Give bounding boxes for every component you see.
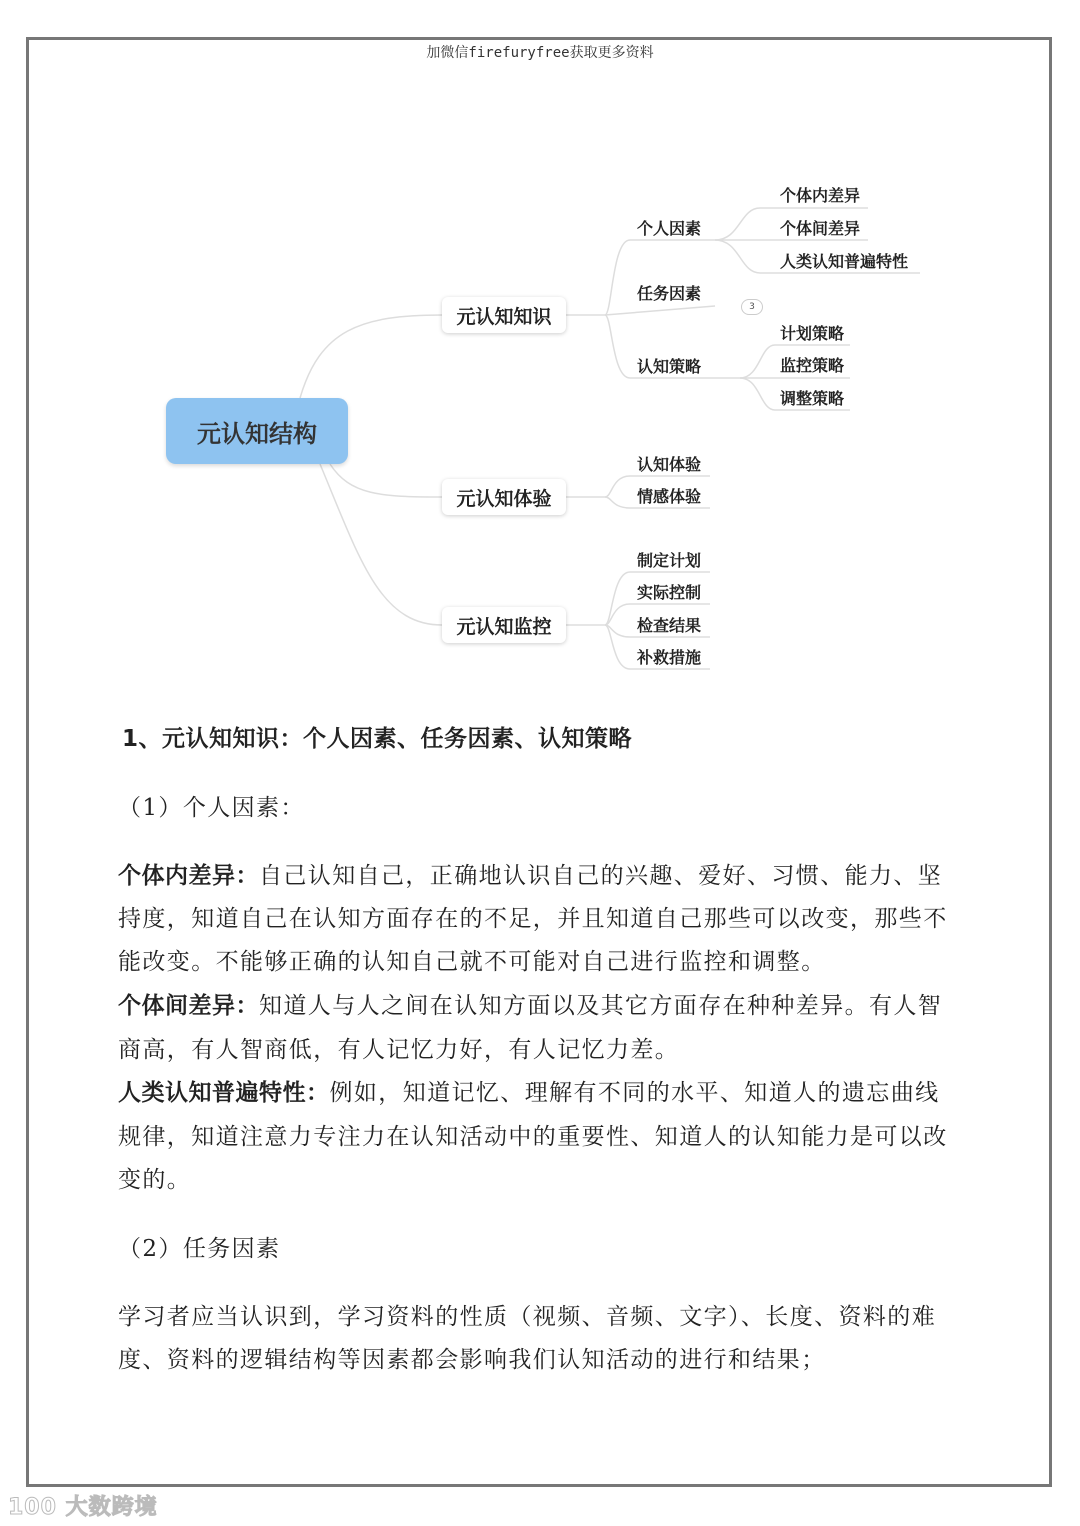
paragraph-line: 商高，有人智商低，有人记忆力好，有人记忆力差。 <box>118 1037 680 1063</box>
node-emotional-experience: 情感体验 <box>637 487 702 506</box>
node-metacognitive-experience: 元认知体验 <box>442 479 566 515</box>
node-metacognitive-monitoring: 元认知监控 <box>442 607 566 643</box>
node-planning-strategy: 计划策略 <box>780 324 845 343</box>
mind-map <box>0 0 1080 700</box>
node-remedial-measures: 补救措施 <box>637 648 702 667</box>
node-cognitive-experience: 认知体验 <box>637 455 702 474</box>
subheading-task: （2）任务因素 <box>118 1236 281 1262</box>
paragraph-line: 个体间差异：知道人与人之间在认知方面以及其它方面存在种种差异。有人智 <box>118 993 943 1019</box>
paragraph-line: 度、资料的逻辑结构等因素都会影响我们认知活动的进行和结果； <box>118 1347 826 1373</box>
node-universal-traits: 人类认知普遍特性 <box>780 252 909 271</box>
term-label: 个体内差异： <box>118 863 259 889</box>
node-actual-control: 实际控制 <box>637 583 702 602</box>
root-node: 元认知结构 <box>166 398 348 464</box>
collapsed-count-badge[interactable]: 3 <box>741 299 763 315</box>
paragraph-line: 规律，知道注意力专注力在认知活动中的重要性、知道人的认知能力是可以改 <box>118 1124 948 1150</box>
node-inter-individual: 个体间差异 <box>780 219 861 238</box>
node-adjusting-strategy: 调整策略 <box>780 389 845 408</box>
paragraph-line: 人类认知普遍特性：例如，知道记忆、理解有不同的水平、知道人的遗忘曲线 <box>118 1080 940 1106</box>
section-heading: 1、元认知知识：个人因素、任务因素、认知策略 <box>122 726 633 752</box>
node-metacognitive-knowledge: 元认知知识 <box>442 297 566 333</box>
node-check-results: 检查结果 <box>637 616 702 635</box>
node-make-plan: 制定计划 <box>637 551 702 570</box>
header-watermark: 加微信firefuryfree获取更多资料 <box>426 45 654 61</box>
node-cognitive-strategies: 认知策略 <box>637 357 702 376</box>
mind-map-connectors <box>0 0 1080 700</box>
paragraph-line: 学习者应当认识到，学习资料的性质（视频、音频、文字）、长度、资料的难 <box>118 1304 937 1330</box>
node-intra-individual: 个体内差异 <box>780 186 861 205</box>
paragraph-line: 能改变。不能够正确的认知自己就不可能对自己进行监控和调整。 <box>118 949 826 975</box>
paragraph-line: 个体内差异：自己认知自己，正确地认识自己的兴趣、爱好、习惯、能力、坚 <box>118 863 943 889</box>
node-personal-factors: 个人因素 <box>637 219 702 238</box>
subheading-personal: （1）个人因素： <box>118 795 305 821</box>
term-label: 个体间差异： <box>118 993 259 1019</box>
paragraph-line: 变的。 <box>118 1167 192 1193</box>
node-task-factors: 任务因素 <box>637 284 702 303</box>
footer-logo: 100 大数跨境 <box>8 1495 158 1520</box>
node-monitoring-strategy: 监控策略 <box>780 356 845 375</box>
term-label: 人类认知普遍特性： <box>118 1080 330 1106</box>
paragraph-line: 持度，知道自己在认知方面存在的不足，并且知道自己那些可以改变，那些不 <box>118 906 948 932</box>
